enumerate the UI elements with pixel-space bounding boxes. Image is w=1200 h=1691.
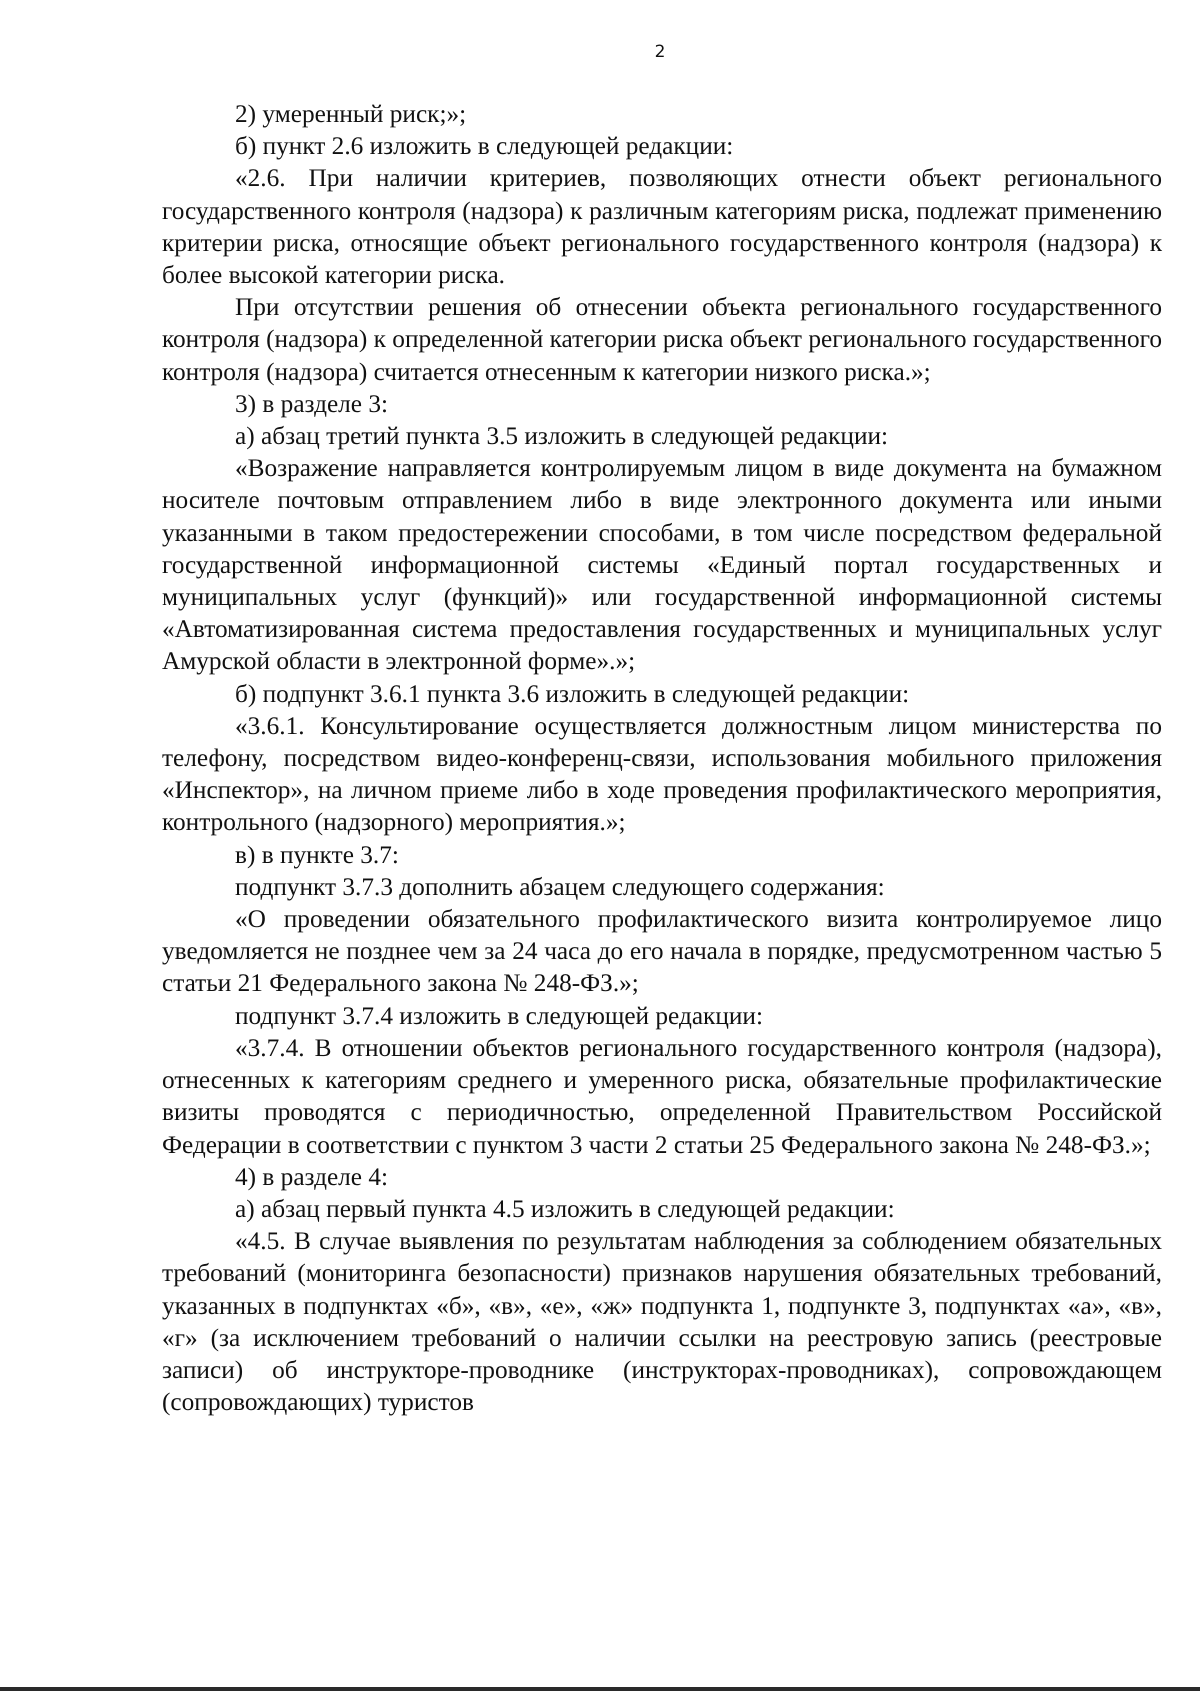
page-number: 2 [654,42,666,62]
paragraph: «4.5. В случае выявления по результатам наблюдения за соблюдением обязательных требований (мониторинга безопасности) признаков нарушения обязательных требований, указанных в подпунктах «б», «в», «е», «ж» подпункта 1, подпункте 3, подпунктах «а», «в», «г» (за исключением требований о наличии ссылки на реестровую запись (реестровые записи) об инструкторе-проводнике (инструкторах-проводниках), сопровождающем (сопровождающих) туристов [162,1227,1162,1417]
paragraph: а) абзац третий пункта 3.5 изложить в следующей редакции: [235,422,889,451]
paragraph: подпункт 3.7.3 дополнить абзацем следующего содержания: [235,872,885,901]
paragraph: б) пункт 2.6 изложить в следующей редакции: [235,132,734,161]
document-body [162,98,1162,1418]
paragraph: 2) умеренный риск;»; [235,100,467,128]
paragraph: 3) в разделе 3: [235,389,389,418]
paragraph: «2.6. При наличии критериев, позволяющих отнести объект регионального государственного контроля (надзора) к различным категориям риска, подлежат применению критерии риска, относящие объект регионального государственного контроля (надзора) к более высокой категории риска. [162,164,1162,290]
paragraph: подпункт 3.7.4 изложить в следующей редакции: [235,1001,763,1030]
paragraph: в) в пункте 3.7: [235,840,399,869]
paragraph: При отсутствии решения об отнесении объекта регионального государственного контроля (надзора) к определенной категории риска объект регионального государственного контроля (надзора) считается отнесенным к категории низкого риска.»; [162,293,1162,386]
paragraph: 4) в разделе 4: [235,1162,389,1191]
paragraph: «3.7.4. В отношении объектов регионального государственного контроля (надзора), отнесенных к категориям среднего и умеренного риска, обязательные профилактические визиты проводятся с периодичностью, определенной Правительством Российской Федерации в соответствии с пунктом 3 части 2 статьи 25 Федерального закона № 248-ФЗ.»; [162,1033,1162,1159]
paragraph: «О проведении обязательного профилактического визита контролируемое лицо уведомляется не позднее чем за 24 часа до его начала в порядке, предусмотренном частью 5 статьи 21 Федерального закона № 248-ФЗ.»; [162,905,1162,998]
paragraph: «3.6.1. Консультирование осуществляется должностным лицом министерства по телефону, посредством видео-конференц-связи, использования мобильного приложения «Инспектор», на личном приеме либо в ходе проведения профилактического мероприятия, контрольного (надзорного) мероприятия.»; [162,711,1162,837]
paragraph: а) абзац первый пункта 4.5 изложить в следующей редакции: [235,1194,895,1223]
paragraph: «Возражение направляется контролируемым лицом в виде документа на бумажном носителе почтовым отправлением либо в виде электронного документа или иными указанными в таком предостережении способами, в том числе посредством федеральной государственной информационной системы «Единый портал государственных и муниципальных услуг (функций)» или государственной информационной системы «Автоматизированная система предоставления государственных и муниципальных услуг Амурской области в электронной форме».»; [162,454,1162,676]
paragraph: б) подпункт 3.6.1 пункта 3.6 изложить в следующей редакции: [235,679,910,708]
